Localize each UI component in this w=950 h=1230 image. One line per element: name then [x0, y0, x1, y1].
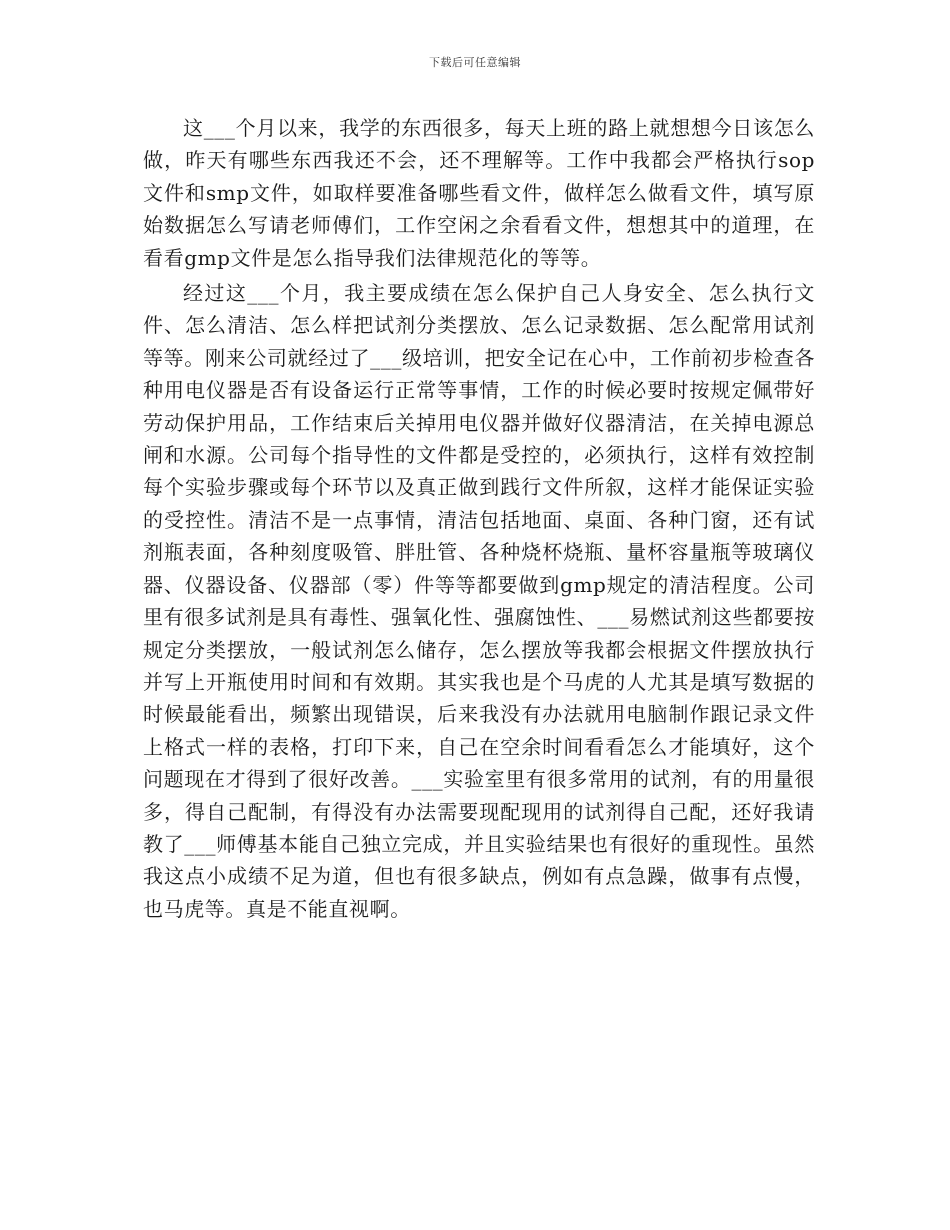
- paragraph-1: 这___个月以来，我学的东西很多，每天上班的路上就想想今日该怎么做，昨天有哪些东西我还不会，还不理解等。工作中我都会严格执行sop文件和smp文件，如取样要准备哪些看文件，做样怎么做看文件，填写原始数据怎么写请老师傅们，工作空闲之余看看文件，想想其中的道理，在看看gmp文件是怎么指导我们法律规范化的等等。: [143, 116, 815, 270]
- document-body: [143, 112, 815, 925]
- page-header: 下载后可任意编辑: [429, 56, 521, 69]
- paragraph-2: 经过这___个月，我主要成绩在怎么保护自己人身安全、怎么执行文件、怎么清洁、怎么样把试剂分类摆放、怎么记录数据、怎么配常用试剂等等。刚来公司就经过了___级培训，把安全记在心中，工作前初步检查各种用电仪器是否有设备运行正常等事情，工作的时候必要时按规定佩带好劳动保护用品，工作结束后关掉用电仪器并做好仪器清洁，在关掉电源总闸和水源。公司每个指导性的文件都是受控的，必须执行，这样有效控制每个实验步骤或每个环节以及真正做到践行文件所叙，这样才能保证实验的受控性。清洁不是一点事情，清洁包括地面、桌面、各种门窗，还有试剂瓶表面，各种刻度吸管、胖肚管、各种烧杯烧瓶、量杯容量瓶等玻璃仪器、仪器设备、仪器部（零）件等等都要做到gmp规定的清洁程度。公司里有很多试剂是具有毒性、强氧化性、强腐蚀性、___易燃试剂这些都要按规定分类摆放，一般试剂怎么储存，怎么摆放等我都会根据文件摆放执行并写上开瓶使用时间和有效期。其实我也是个马虎的人尤其是填写数据的时候最能看出，频繁出现错误，后来我没有办法就用电脑制作跟记录文件上格式一样的表格，打印下来，自己在空余时间看看怎么才能填好，这个问题现在才得到了很好改善。___实验室里有很多常用的试剂，有的用量很多，得自己配制，有得没有办法需要现配现用的试剂得自己配，还好我请教了___师傅基本能自己独立完成，并且实验结果也有很好的重现性。虽然我这点小成绩不足为道，但也有很多缺点，例如有点急躁，做事有点慢，也马虎等。真是不能直视啊。: [143, 281, 815, 921]
